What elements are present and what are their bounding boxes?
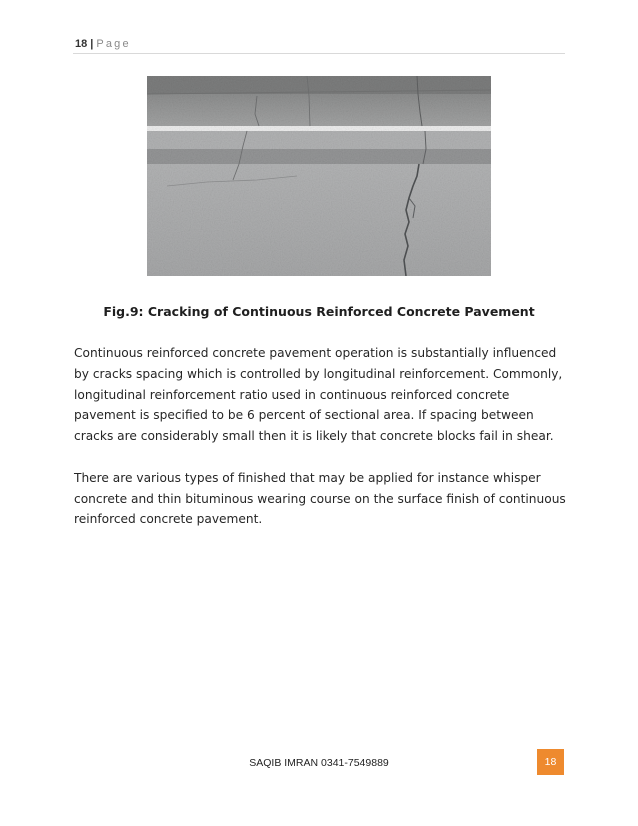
header-separator: | (90, 38, 94, 50)
footer-author: SAQIB IMRAN 0341-7549889 (249, 757, 389, 769)
header-page-word: Page (96, 38, 131, 50)
header-divider (73, 53, 565, 54)
paragraph-2: There are various types of finished that may be applied for instance whisper concrete and thin bituminous wearing course on the surface finish of continuous reinforced concrete pavement. (74, 470, 566, 527)
footer-page-number-badge: 18 (537, 749, 564, 775)
figure-caption: Fig.9: Cracking of Continuous Reinforced Concrete Pavement (103, 304, 535, 319)
header-page-number: 18 (75, 38, 88, 50)
page-header (75, 38, 131, 50)
pavement-photo (147, 76, 491, 276)
body-text (74, 343, 574, 551)
paragraph-1: Continuous reinforced concrete pavement operation is substantially influenced by cracks spacing which is controlled by longitudinal reinforcement. Commonly, longitudinal reinforcement ratio used in continuous reinforced concrete pavement is specified to be 6 percent of sectional area. If spacing between cracks are considerably small then it is likely that concrete blocks fail in shear. (74, 346, 563, 444)
